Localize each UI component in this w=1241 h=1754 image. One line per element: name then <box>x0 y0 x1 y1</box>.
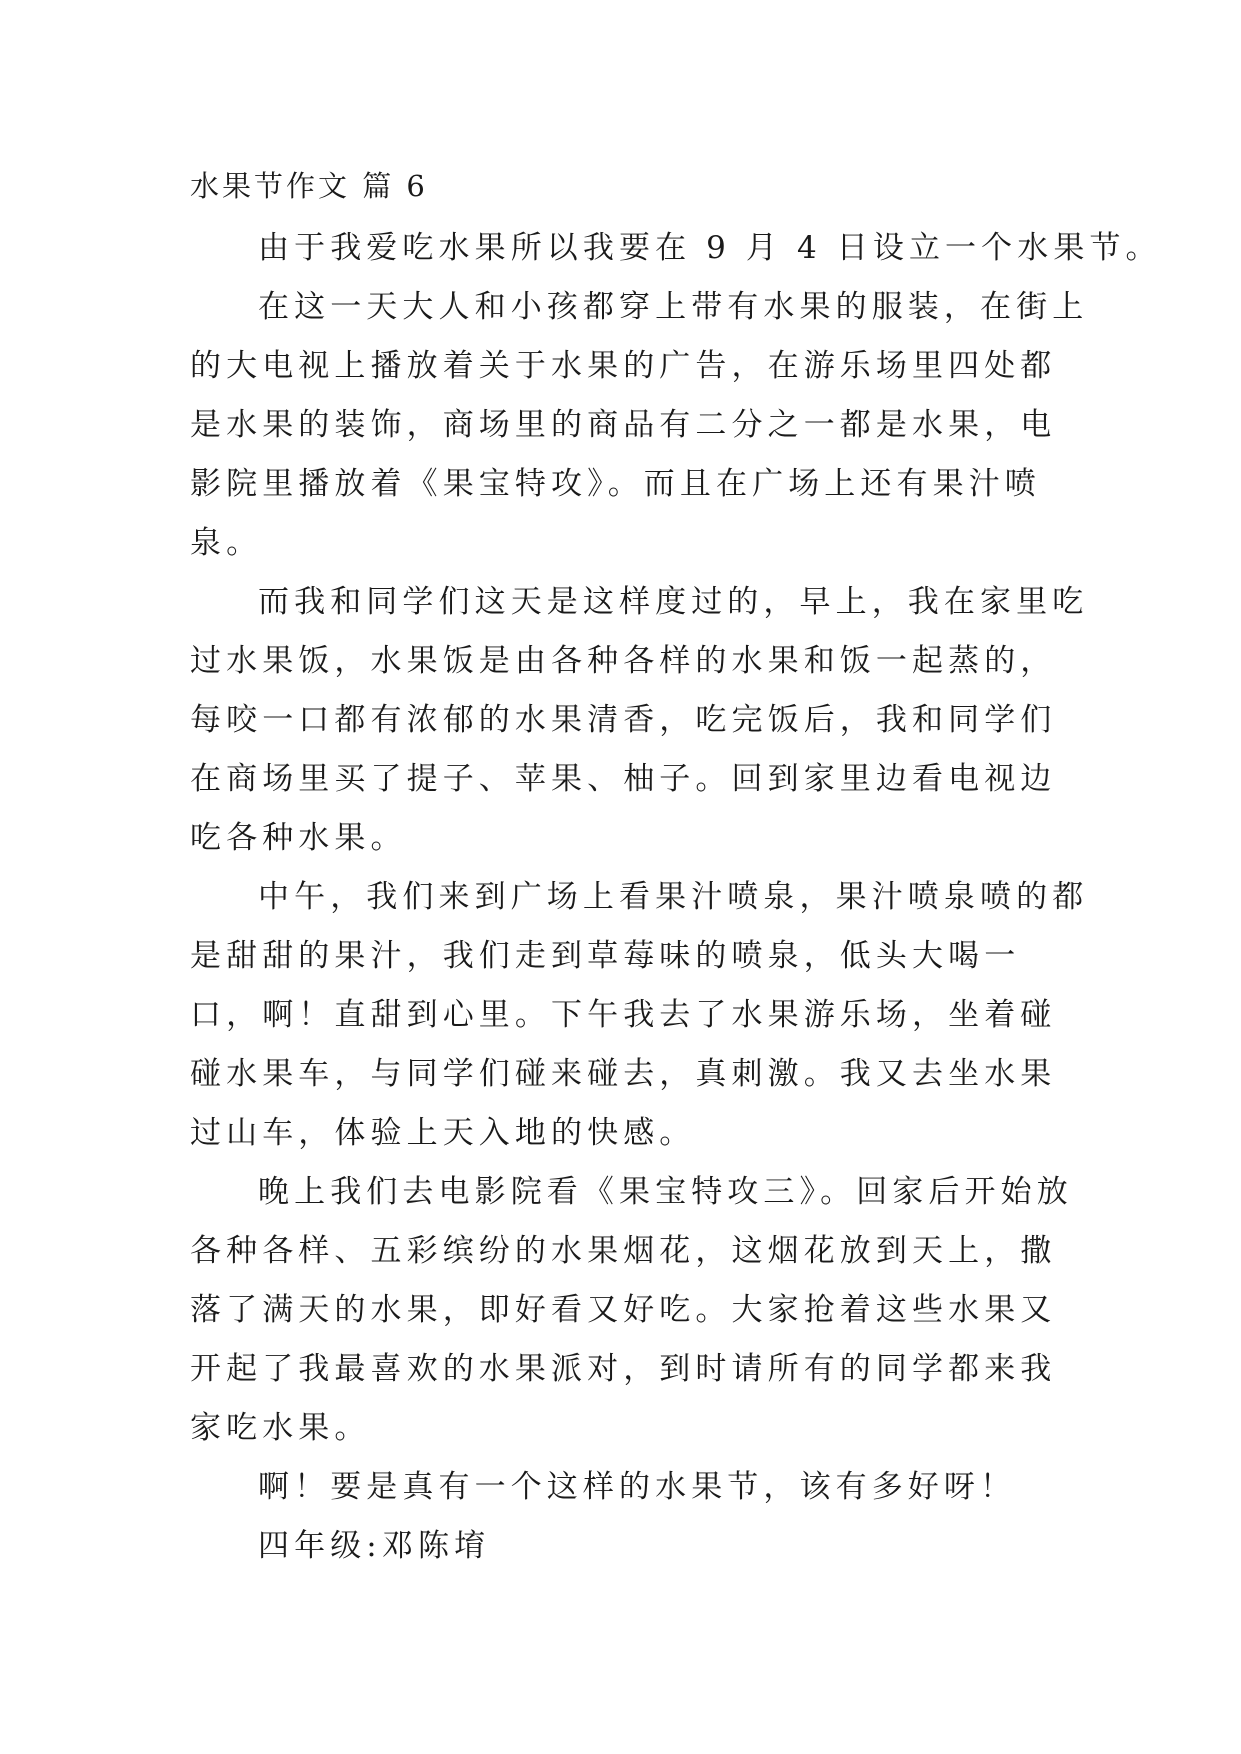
paragraph-intro: 由于我爱吃水果所以我要在 9 月 4 日设立一个水果节。 <box>258 230 1162 266</box>
paragraph-evening: 晚上我们去电影院看《果宝特攻三》。回家后开始放各种各样、五彩缤纷的水果烟花，这烟花放到天上，撒落了满天的水果，即好看又好吃。大家抢着这些水果又开起了我最喜欢的水果派对，到时请所有的同学都来我家吃水果。 <box>190 1174 1073 1446</box>
paragraph-closing: 啊！要是真有一个这样的水果节，该有多好呀！ <box>258 1469 1017 1505</box>
paragraph-decorations: 在这一天大人和小孩都穿上带有水果的服装，在街上的大电视上播放着关于水果的广告，在游乐场里四处都是水果的装饰，商场里的商品有二分之一都是水果，电影院里播放着《果宝特攻》。而且在广场上还有果汁喷泉。 <box>190 289 1089 561</box>
author-signature: 四年级:邓陈堉 <box>258 1528 491 1564</box>
paragraph-morning: 而我和同学们这天是这样度过的，早上，我在家里吃过水果饭，水果饭是由各种各样的水果和饭一起蒸的，每咬一口都有浓郁的水果清香，吃完饭后，我和同学们在商场里买了提子、苹果、柚子。回到家里边看电视边吃各种水果。 <box>190 584 1089 856</box>
paragraph-noon: 中午，我们来到广场上看果汁喷泉，果汁喷泉喷的都是甜甜的果汁，我们走到草莓味的喷泉，低头大喝一口，啊！直甜到心里。下午我去了水果游乐场，坐着碰碰水果车，与同学们碰来碰去，真刺激。我又去坐水果过山车，体验上天入地的快感。 <box>190 879 1089 1151</box>
document-title: 水果节作文 篇 6 <box>190 169 428 203</box>
document-body <box>190 219 1162 1576</box>
